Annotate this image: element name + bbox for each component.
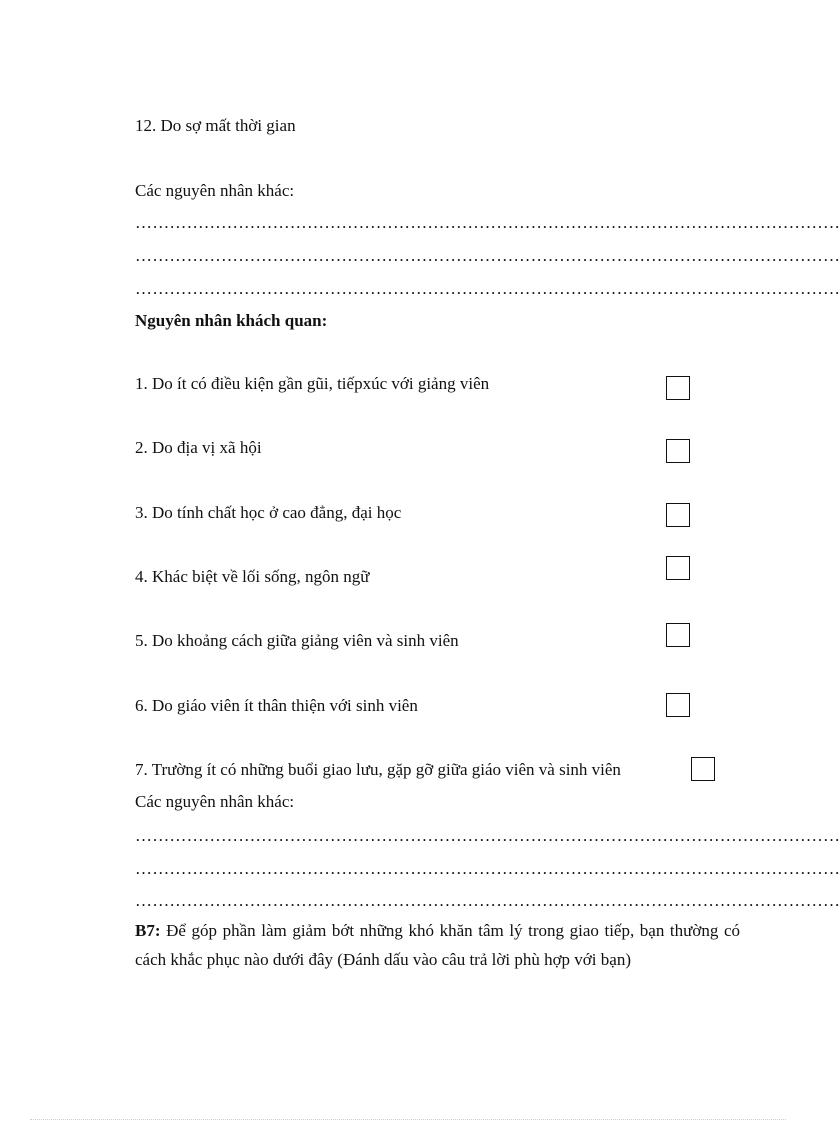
checkbox-item-7[interactable]	[691, 757, 715, 781]
objective-item-6: 6. Do giáo viên ít thân thiện với sinh viên	[135, 696, 418, 715]
checkbox-item-1[interactable]	[666, 376, 690, 400]
checkbox-item-5[interactable]	[666, 623, 690, 647]
question-b7-text: Để góp phần làm giảm bớt những khó khăn tâm lý trong giao tiếp, bạn thường có cách khắc phục nào dưới đây (Đánh dấu vào câu trả lời phù hợp với bạn)	[135, 921, 740, 969]
other-reasons-label: Các nguyên nhân khác:	[135, 181, 295, 200]
answer-line[interactable]: ……………………………………………………………………………………………………………	[135, 213, 840, 232]
objective-item-1: 1. Do ít có điều kiện gần gũi, tiếpxúc với giảng viên	[135, 374, 490, 393]
item-12: 12. Do sợ mất thời gian	[135, 116, 296, 135]
checkbox-item-4[interactable]	[666, 556, 690, 580]
answer-line[interactable]: ……………………………………………………………………………………………………………	[135, 279, 840, 298]
objective-heading: Nguyên nhân khách quan:	[135, 311, 328, 330]
checkbox-item-6[interactable]	[666, 693, 690, 717]
answer-line[interactable]: ……………………………………………………………………………………………………………	[135, 859, 840, 878]
checkbox-item-2[interactable]	[666, 439, 690, 463]
answer-line[interactable]: ……………………………………………………………………………………………………………	[135, 826, 840, 845]
question-b7	[135, 916, 740, 974]
other-reasons-label-2: Các nguyên nhân khác:	[135, 792, 295, 811]
objective-item-3: 3. Do tính chất học ở cao đẳng, đại học	[135, 503, 402, 522]
checkbox-item-3[interactable]	[666, 503, 690, 527]
objective-item-4: 4. Khác biệt về lối sống, ngôn ngữ	[135, 567, 370, 586]
objective-item-2: 2. Do địa vị xã hội	[135, 438, 262, 457]
objective-item-7: 7. Trường ít có những buổi giao lưu, gặp gỡ giữa giáo viên và sinh viên	[135, 760, 621, 779]
answer-line[interactable]: ……………………………………………………………………………………………………………	[135, 246, 840, 265]
answer-line[interactable]: ……………………………………………………………………………………………………………	[135, 891, 840, 910]
question-b7-label: B7:	[135, 921, 161, 940]
page-bottom-rule	[30, 1119, 786, 1120]
objective-item-5: 5. Do khoảng cách giữa giảng viên và sinh viên	[135, 631, 459, 650]
